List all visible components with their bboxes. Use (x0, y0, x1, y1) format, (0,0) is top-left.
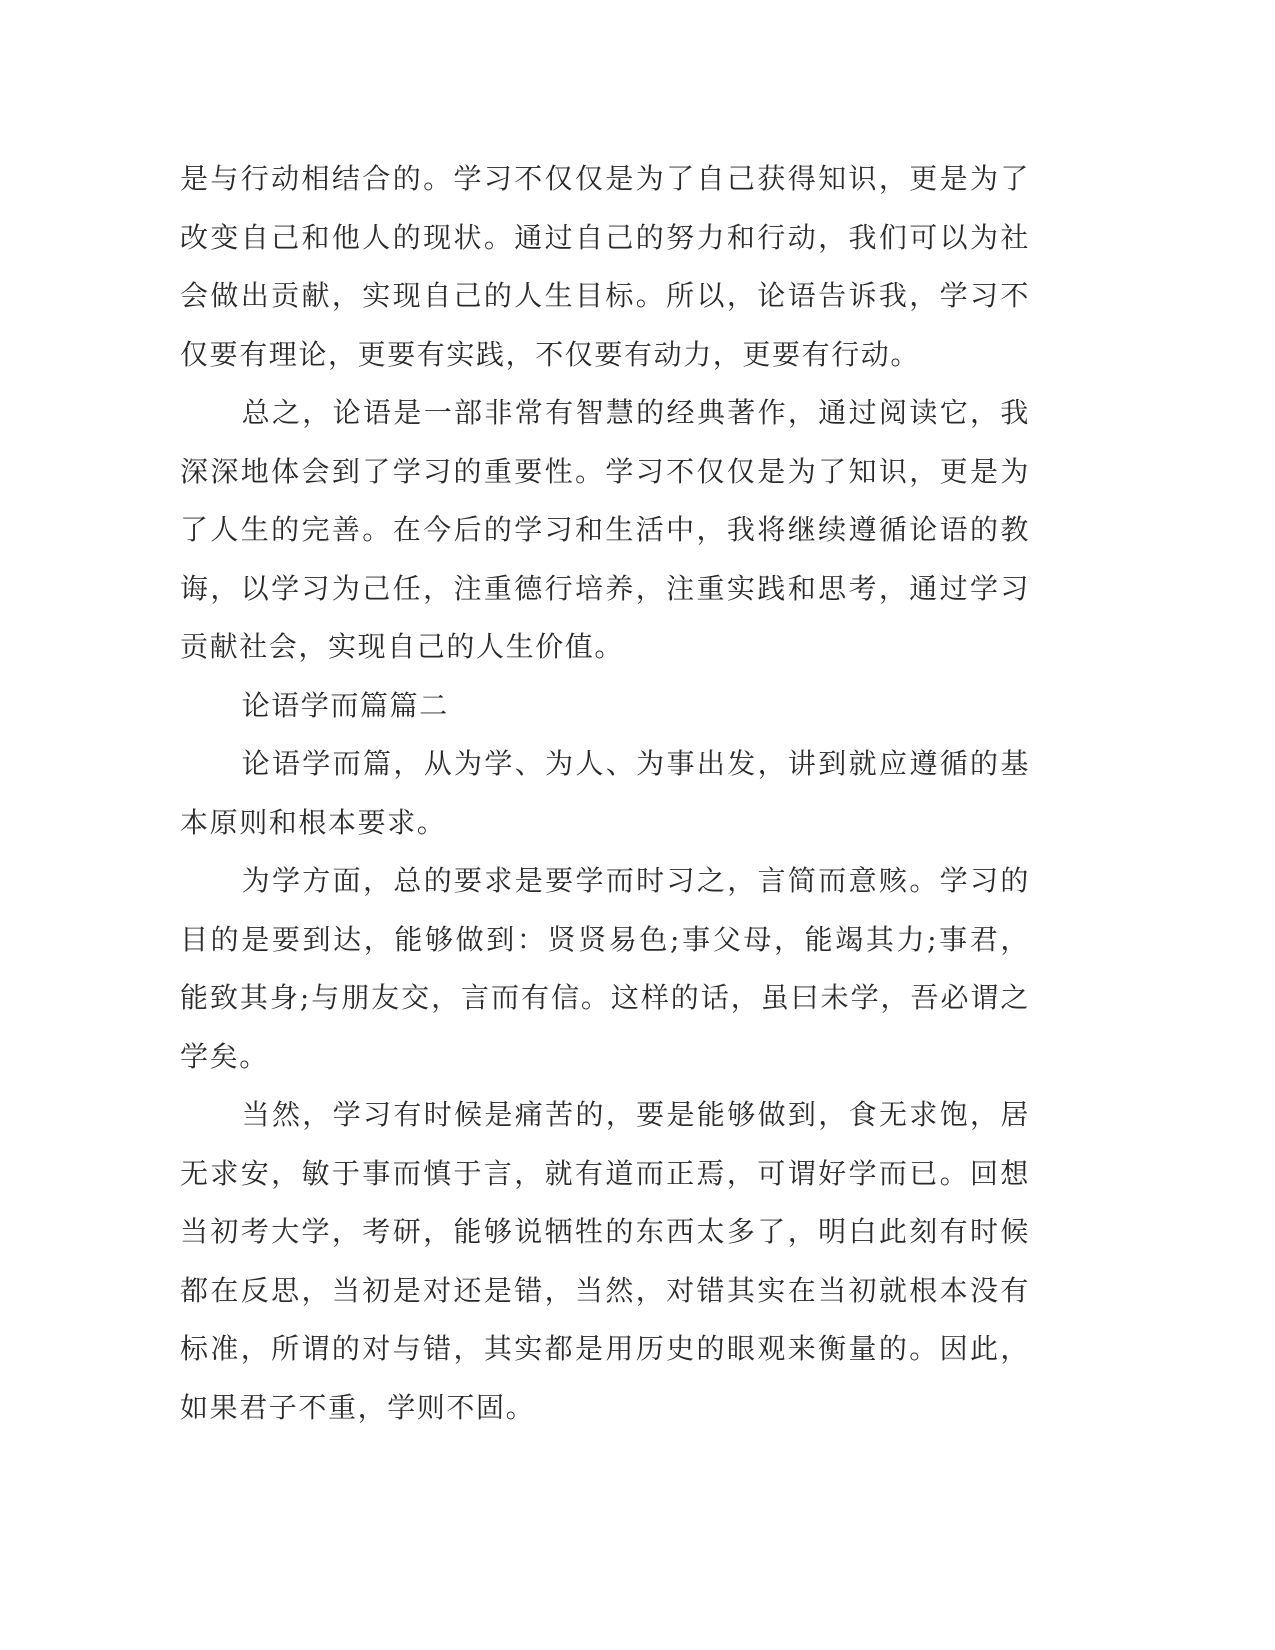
paragraph-summary: 总之，论语是一部非常有智慧的经典著作，通过阅读它，我深深地体会到了学习的重要性。学习不仅仅是为了知识，更是为了人生的完善。在今后的学习和生活中，我将继续遵循论语的教诲，以学习为己任，注重德行培养，注重实践和思考，通过学习贡献社会，实现自己的人生价值。 (180, 396, 1030, 663)
section-heading: 论语学而篇篇二 (241, 688, 449, 722)
document-page (180, 150, 1030, 1437)
paragraph-learning: 为学方面，总的要求是要学而时习之，言简而意赅。学习的目的是要到达，能够做到：贤贤易色;事父母，能竭其力;事君，能致其身;与朋友交，言而有信。这样的话，虽曰未学，吾必谓之学矣。 (180, 864, 1030, 1073)
paragraph-intro: 论语学而篇，从为学、为人、为事出发，讲到就应遵循的基本原则和根本要求。 (180, 747, 1030, 839)
paragraph-continuation: 是与行动相结合的。学习不仅仅是为了自己获得知识，更是为了改变自己和他人的现状。通过自己的努力和行动，我们可以为社会做出贡献，实现自己的人生目标。所以，论语告诉我，学习不仅要有理论，更要有实践，不仅要有动力，更要有行动。 (180, 162, 1030, 371)
paragraph-reflection: 当然，学习有时候是痛苦的，要是能够做到，食无求饱，居无求安，敏于事而慎于言，就有道而正焉，可谓好学而已。回想当初考大学，考研，能够说牺牲的东西太多了，明白此刻有时候都在反思，当初是对还是错，当然，对错其实在当初就根本没有标准，所谓的对与错，其实都是用历史的眼观来衡量的。因此，如果君子不重，学则不固。 (180, 1098, 1030, 1424)
